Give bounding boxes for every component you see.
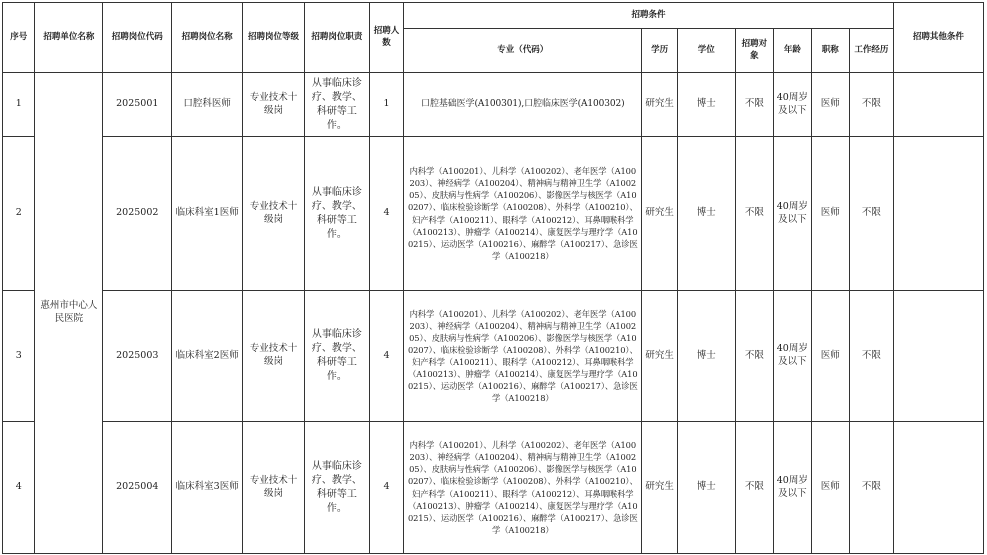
header-education: 学历 bbox=[642, 29, 677, 73]
cell-unit-name: 惠州市中心人民医院 bbox=[35, 73, 103, 554]
table-row bbox=[3, 137, 984, 291]
cell-title: 医师 bbox=[811, 137, 850, 291]
header-age: 年龄 bbox=[774, 29, 811, 73]
cell-duty: 从事临床诊疗、教学、科研等工作。 bbox=[304, 422, 369, 554]
header-name: 招聘岗位名称 bbox=[172, 3, 243, 73]
cell-age: 40周岁及以下 bbox=[774, 73, 811, 137]
cell-code: 2025001 bbox=[103, 73, 172, 137]
cell-duty: 从事临床诊疗、教学、科研等工作。 bbox=[304, 291, 369, 422]
cell-code: 2025002 bbox=[103, 137, 172, 291]
cell-title: 医师 bbox=[811, 291, 850, 422]
cell-experience: 不限 bbox=[850, 291, 894, 422]
cell-age: 40周岁及以下 bbox=[774, 137, 811, 291]
cell-target: 不限 bbox=[735, 422, 774, 554]
recruitment-table bbox=[2, 2, 984, 554]
header-seq: 序号 bbox=[3, 3, 35, 73]
cell-age: 40周岁及以下 bbox=[774, 422, 811, 554]
header-row-top bbox=[3, 3, 984, 29]
cell-other bbox=[893, 422, 983, 554]
header-count: 招聘人数 bbox=[369, 3, 403, 73]
cell-name: 临床科室3医师 bbox=[172, 422, 243, 554]
cell-level: 专业技术十级岗 bbox=[243, 422, 305, 554]
table-row bbox=[3, 291, 984, 422]
cell-code: 2025004 bbox=[103, 422, 172, 554]
cell-major: 内科学（A100201）、儿科学（A100202）、老年医学（A100203）、神经病学（A100204）、精神病与精神卫生学（A100205）、皮肤病与性病学（A100206）、影像医学与核医学（A100207）、临床检验诊断学（A100208）、外科学（A100210）、妇产科学（A100211）、眼科学（A100212）、耳鼻咽喉科学（A100213）、肿瘤学（A100214）、康复医学与理疗学（A100215）、运动医学（A100216）、麻醉学（A100217）、急诊医学（A100218） bbox=[404, 422, 642, 554]
cell-count: 4 bbox=[369, 422, 403, 554]
cell-degree: 博士 bbox=[677, 137, 735, 291]
cell-target: 不限 bbox=[735, 137, 774, 291]
cell-level: 专业技术十级岗 bbox=[243, 73, 305, 137]
cell-education: 研究生 bbox=[642, 422, 677, 554]
cell-title: 医师 bbox=[811, 422, 850, 554]
cell-seq: 3 bbox=[3, 291, 35, 422]
cell-major: 内科学（A100201）、儿科学（A100202）、老年医学（A100203）、神经病学（A100204）、精神病与精神卫生学（A100205）、皮肤病与性病学（A100206）、影像医学与核医学（A100207）、临床检验诊断学（A100208）、外科学（A100210）、妇产科学（A100211）、眼科学（A100212）、耳鼻咽喉科学（A100213）、肿瘤学（A100214）、康复医学与理疗学（A100215）、运动医学（A100216）、麻醉学（A100217）、急诊医学（A100218） bbox=[404, 291, 642, 422]
cell-name: 口腔科医师 bbox=[172, 73, 243, 137]
header-experience: 工作经历 bbox=[850, 29, 894, 73]
cell-level: 专业技术十级岗 bbox=[243, 291, 305, 422]
header-unit: 招聘单位名称 bbox=[35, 3, 103, 73]
cell-other bbox=[893, 291, 983, 422]
cell-other bbox=[893, 137, 983, 291]
cell-level: 专业技术十级岗 bbox=[243, 137, 305, 291]
cell-name: 临床科室1医师 bbox=[172, 137, 243, 291]
cell-degree: 博士 bbox=[677, 291, 735, 422]
cell-education: 研究生 bbox=[642, 137, 677, 291]
cell-seq: 4 bbox=[3, 422, 35, 554]
cell-name: 临床科室2医师 bbox=[172, 291, 243, 422]
header-major: 专业（代码） bbox=[404, 29, 642, 73]
table-row bbox=[3, 73, 984, 137]
header-duty: 招聘岗位职责 bbox=[304, 3, 369, 73]
header-code: 招聘岗位代码 bbox=[103, 3, 172, 73]
header-conditions: 招聘条件 bbox=[404, 3, 893, 29]
cell-education: 研究生 bbox=[642, 73, 677, 137]
cell-count: 4 bbox=[369, 291, 403, 422]
cell-experience: 不限 bbox=[850, 73, 894, 137]
cell-degree: 博士 bbox=[677, 73, 735, 137]
header-degree: 学位 bbox=[677, 29, 735, 73]
cell-major: 内科学（A100201）、儿科学（A100202）、老年医学（A100203）、神经病学（A100204）、精神病与精神卫生学（A100205）、皮肤病与性病学（A100206）、影像医学与核医学（A100207）、临床检验诊断学（A100208）、外科学（A100210）、妇产科学（A100211）、眼科学（A100212）、耳鼻咽喉科学（A100213）、肿瘤学（A100214）、康复医学与理疗学（A100215）、运动医学（A100216）、麻醉学（A100217）、急诊医学（A100218） bbox=[404, 137, 642, 291]
cell-count: 4 bbox=[369, 137, 403, 291]
header-title: 职称 bbox=[811, 29, 850, 73]
cell-count: 1 bbox=[369, 73, 403, 137]
cell-title: 医师 bbox=[811, 73, 850, 137]
cell-other bbox=[893, 73, 983, 137]
cell-code: 2025003 bbox=[103, 291, 172, 422]
table-row bbox=[3, 422, 984, 554]
cell-seq: 2 bbox=[3, 137, 35, 291]
header-target: 招聘对象 bbox=[735, 29, 774, 73]
cell-target: 不限 bbox=[735, 73, 774, 137]
cell-duty: 从事临床诊疗、教学、科研等工作。 bbox=[304, 73, 369, 137]
cell-duty: 从事临床诊疗、教学、科研等工作。 bbox=[304, 137, 369, 291]
cell-age: 40周岁及以下 bbox=[774, 291, 811, 422]
cell-experience: 不限 bbox=[850, 422, 894, 554]
cell-seq: 1 bbox=[3, 73, 35, 137]
cell-major: 口腔基础医学(A100301),口腔临床医学(A100302) bbox=[404, 73, 642, 137]
cell-degree: 博士 bbox=[677, 422, 735, 554]
cell-target: 不限 bbox=[735, 291, 774, 422]
cell-experience: 不限 bbox=[850, 137, 894, 291]
header-other: 招聘其他条件 bbox=[893, 3, 983, 73]
cell-education: 研究生 bbox=[642, 291, 677, 422]
header-level: 招聘岗位等级 bbox=[243, 3, 305, 73]
